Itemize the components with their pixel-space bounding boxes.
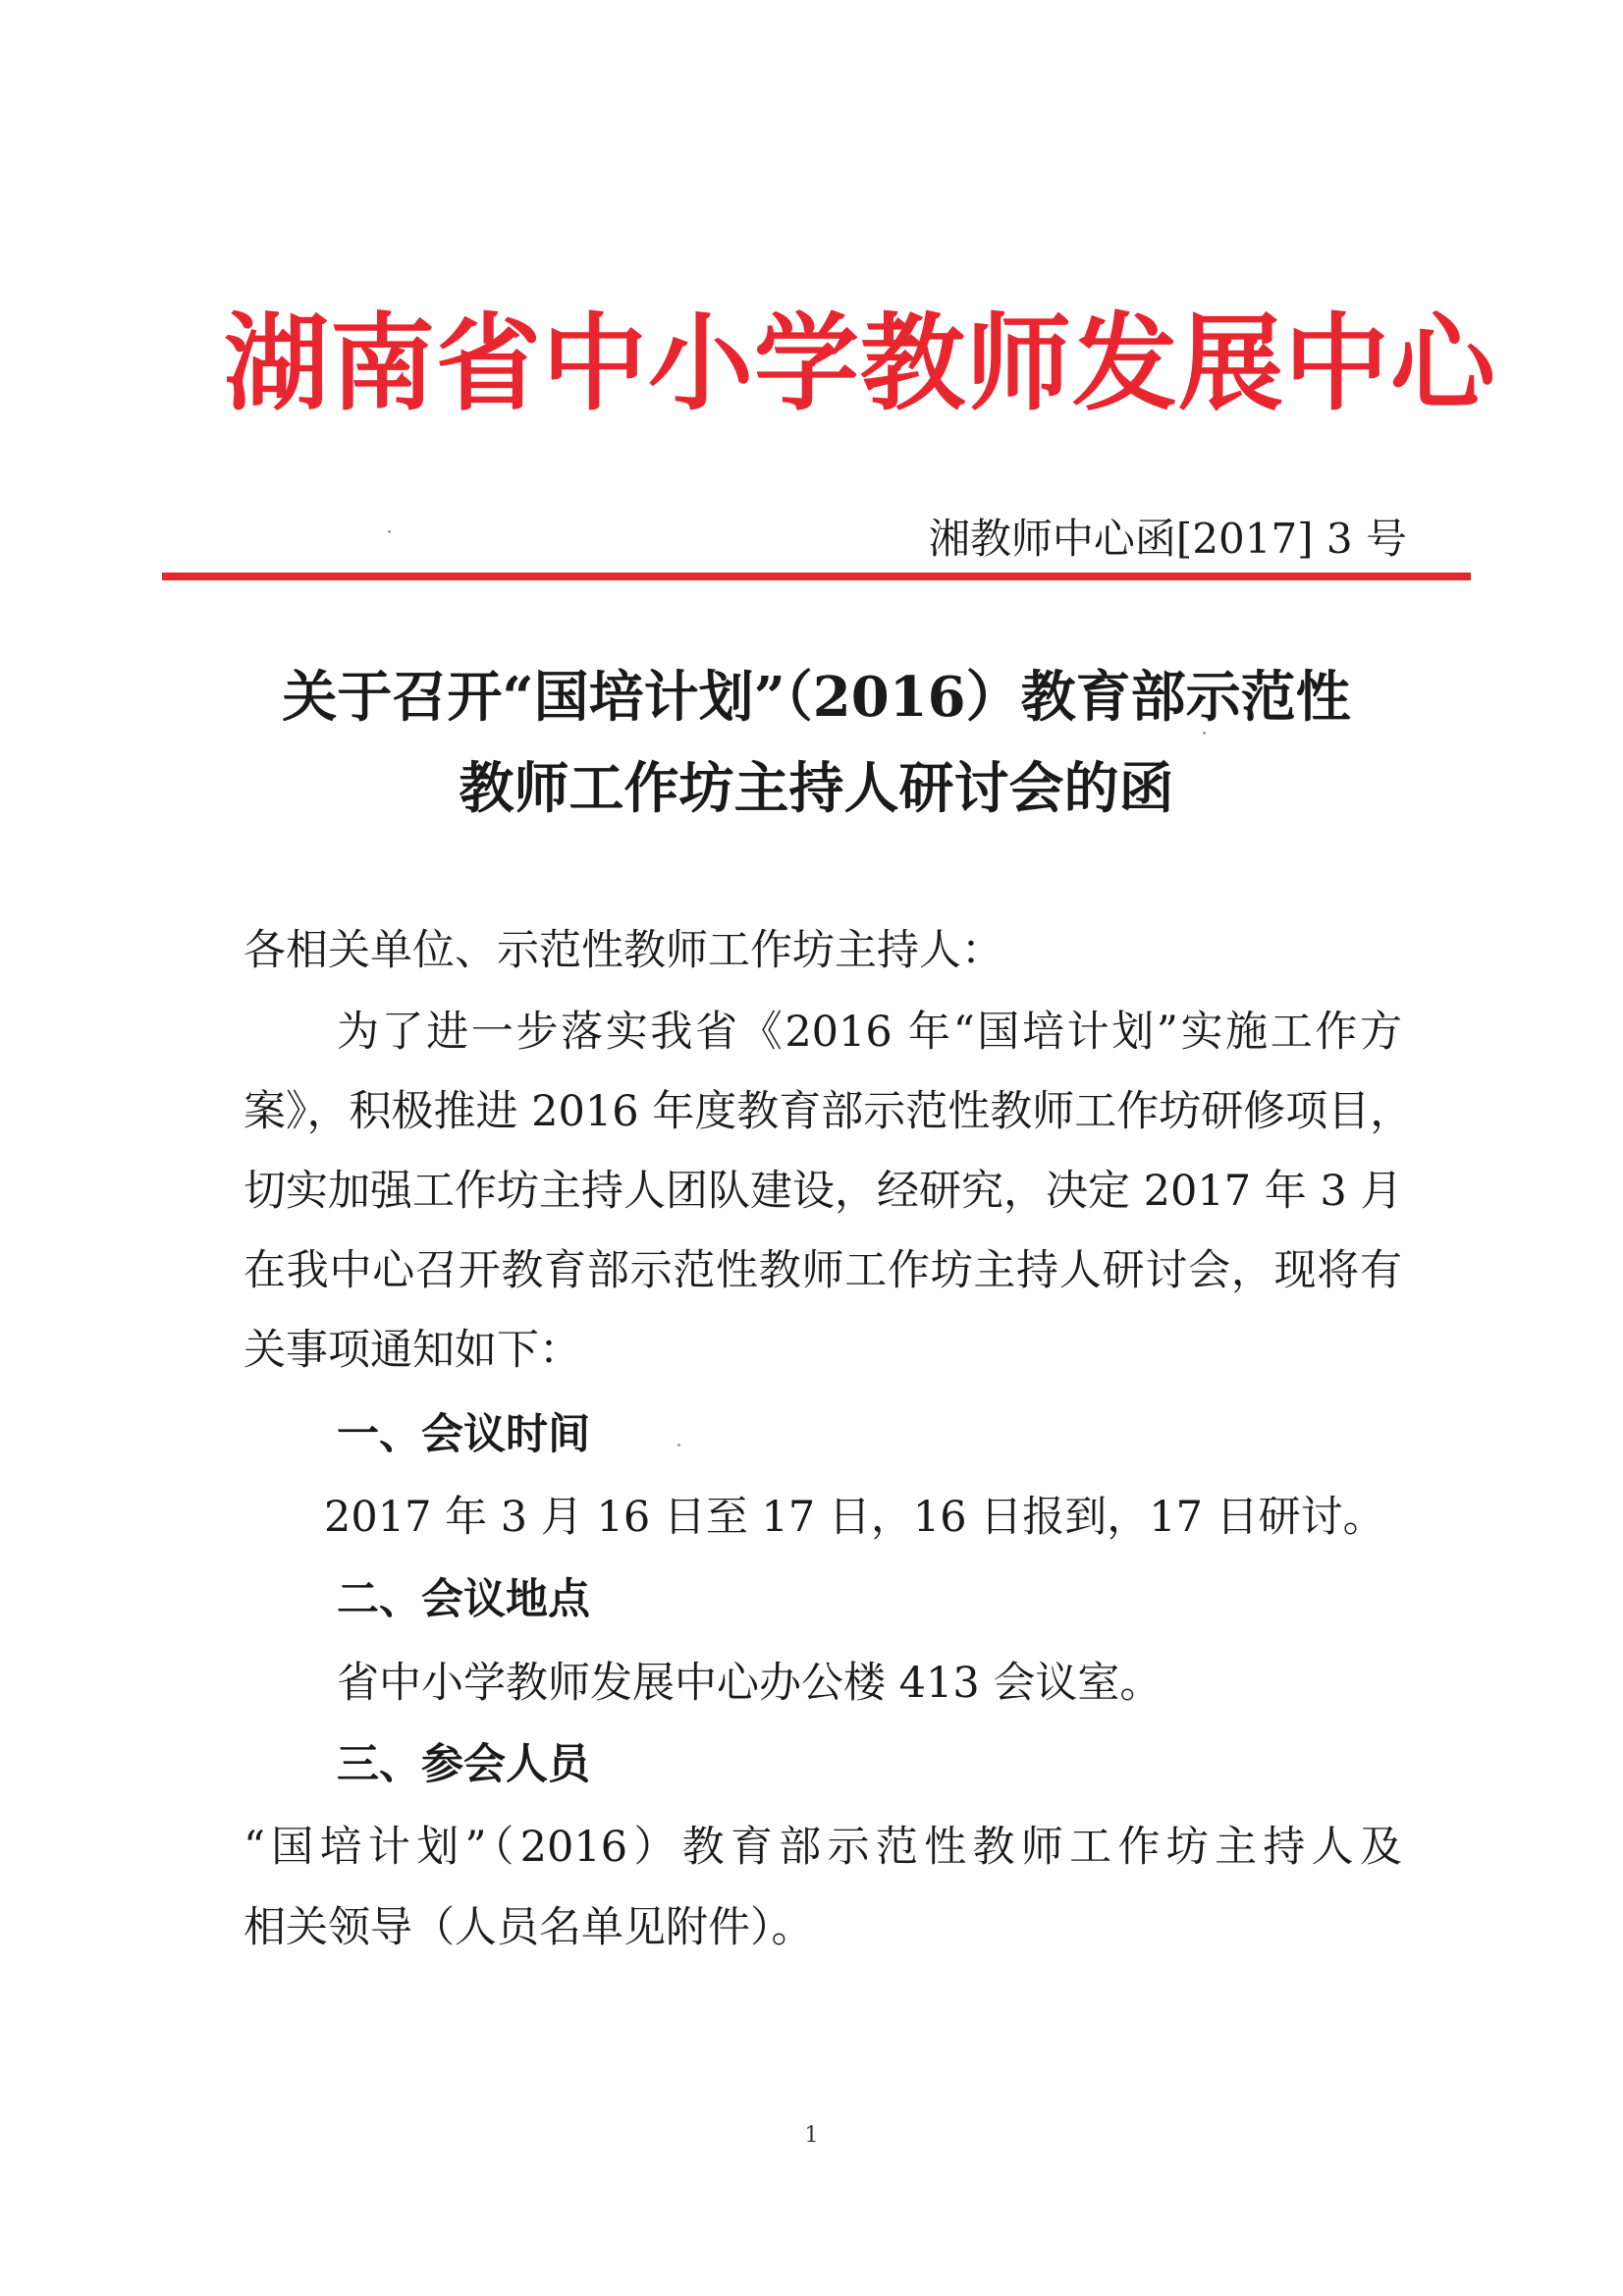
section-heading-meeting-time: 一、会议时间 <box>337 1410 590 1459</box>
intro-line-2: 案》，积极推进 2016 年度教育部示范性教师工作坊研修项目， <box>243 1087 1413 1136</box>
salutation: 各相关单位、示范性教师工作坊主持人： <box>243 926 1003 975</box>
section-text-attendees-line-2: 相关领导（人员名单见附件）。 <box>243 1903 814 1952</box>
section-heading-attendees: 三、参会人员 <box>337 1740 590 1789</box>
scan-speck <box>677 1444 680 1447</box>
section-heading-meeting-place: 二、会议地点 <box>337 1575 590 1624</box>
intro-line-4: 在我中心召开教育部示范性教师工作坊主持人研讨会，现将有 <box>243 1246 1402 1295</box>
page-number: 1 <box>804 2123 819 2148</box>
section-text-meeting-place: 省中小学教师发展中心办公楼 413 会议室。 <box>337 1659 1163 1708</box>
intro-line-5: 关事项通知如下： <box>243 1326 581 1375</box>
document-number: 湘教师中心函[2017] 3 号 <box>928 515 1407 563</box>
section-text-attendees-line-1: “国培计划”（2016）教育部示范性教师工作坊主持人及 <box>243 1823 1402 1872</box>
intro-line-1: 为了进一步落实我省《2016 年“国培计划”实施工作方 <box>337 1008 1402 1057</box>
document-title-line-2: 教师工作坊主持人研讨会的函 <box>459 756 1174 821</box>
section-text-meeting-time: 2017 年 3 月 16 日至 17 日，16 日报到，17 日研讨。 <box>324 1493 1385 1542</box>
scan-speck <box>1203 732 1206 735</box>
scan-speck <box>388 530 391 533</box>
letterhead-red-rule <box>162 573 1471 580</box>
organization-letterhead: 湖南省中小学教师发展中心 <box>224 303 1497 425</box>
document-title-line-1: 关于召开“国培计划”（2016）教育部示范性 <box>282 665 1351 730</box>
intro-line-3: 切实加强工作坊主持人团队建设，经研究，决定 2017 年 3 月 <box>243 1167 1403 1216</box>
